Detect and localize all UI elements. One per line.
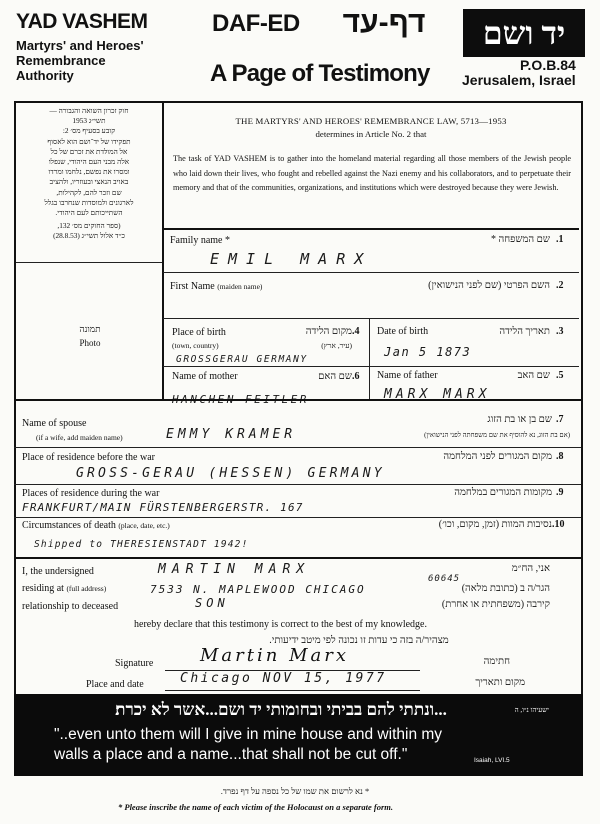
divider [163,366,579,367]
residence-during-hebrew-label: מקומות המגורים במלחמה [454,487,552,498]
heb-law-line: השתייכותם לעם היהודי. [55,208,123,218]
banner-quote-line-2: walls a place and a name...that shall not be cut off." [54,746,408,763]
father-name-value[interactable]: MARX MARX [384,387,491,402]
family-name-label: Family name * [170,235,230,246]
heb-law-line: קובע בסעיף מס׳ 2: [62,126,116,136]
org-name: YAD VASHEM [16,10,148,33]
place-of-birth-label: Place of birth [172,327,226,338]
org-subtitle-3: Authority [16,68,74,83]
divider [14,557,581,559]
zip-value[interactable]: 60645 [428,574,461,584]
law-text: The task of YAD VASHEM is to gather into the homeland material regarding all those members of the Jewish people who laid down their lives, who fought and rebelled against the Nazi enemy and his collaborators, and to perpetuate their memory and that of the communities, organizations, and institutions which were destroyed because they were Jewish. [173,154,571,192]
law-subtitle: determines in Article No. 2 that [315,129,427,139]
spouse-sublabel: (if a wife, add maiden name) [36,433,123,442]
field-number: .10 [552,519,565,530]
residence-before-hebrew-label: מקום המגורים לפני המלחמה [443,451,552,462]
first-name-hebrew-label: השם הפרטי (שם לפני הנישואין) [428,280,550,291]
heb-law-source: (ספר החוקים מס׳ 132, [57,221,121,231]
divider [163,318,579,319]
address-value[interactable]: 7533 N. MAPLEWOOD CHICAGO [150,583,366,596]
residence-before-label: Place of residence before the war [22,452,155,463]
banner-quote-line-1: "..even unto them will I give in mine house and within my [54,726,443,743]
father-name-hebrew-label: שם האב [517,370,550,381]
relationship-hebrew-label: קירבה (משפחתית או אחרת) [441,599,550,610]
divider [14,517,581,518]
divider [163,272,579,273]
org-subtitle-1: Martyrs' and Heroes' [16,38,144,53]
heb-law-line: תשי״ג 1953 [72,116,106,126]
heb-law-line: שם וזכר להם, לקהילות, [56,187,122,197]
date-of-birth-value[interactable]: Jan 5 1873 [384,345,472,359]
family-name-value[interactable]: EMIL MARX [210,250,373,268]
undersigned-label: I, the undersigned [22,566,94,577]
first-name-sublabel: (maiden name) [217,282,263,291]
field-number: .5 [556,370,564,381]
po-box: P.O.B.84 [520,57,576,73]
mother-name-hebrew-label: שם האם [318,371,352,382]
date-of-birth-hebrew-label: תאריך הלידה [499,326,550,337]
heb-law-line: אל המולדת את זכרם של כל [50,146,128,156]
logo-hebrew-text: יד ושם [482,15,566,51]
banner-hebrew-source: ישעיהו נ״ו, ה [514,706,549,714]
dafed-hebrew-title: דף-עד [342,6,426,39]
declaration-text: hereby declare that this testimony is correct to the best of my knowledge. [134,619,427,630]
death-circumstances-value[interactable]: Shipped to THERESIENSTADT 1942! [34,539,249,550]
field-number: .1 [556,234,564,245]
hebrew-law-text [20,106,158,242]
mother-name-label: Name of mother [172,371,238,382]
signature-hebrew-label: חתימה [483,656,510,667]
declaration-hebrew-text: מצהיר/ה בזה כי עדות זו נכונה לפי מיטב ידיעותי. [269,635,449,646]
spouse-label: Name of spouse [22,418,87,429]
field-number: .2 [556,280,564,291]
relationship-value[interactable]: SON [195,596,229,610]
place-of-birth-value[interactable]: GROSSGERAU GERMANY [176,354,308,365]
divider [369,318,370,399]
residence-during-label: Places of residence during the war [22,488,160,499]
field-number: .3 [556,326,564,337]
divider [14,484,581,485]
photo-hebrew-label: תמונה [79,324,101,334]
field-number: .6 [352,371,360,382]
spouse-hebrew-label: שם בן או בת הזוג [487,414,552,425]
heb-law-line: חוק זכרון השואה והגבורה — [49,106,129,115]
first-name-label-text: First Name [170,281,215,292]
field-number: .4 [352,326,360,337]
law-box-divider [16,262,162,263]
signature-label: Signature [115,658,154,669]
heb-law-line: ומסרו את נפשם, נלחמו ומרדו [48,167,130,177]
spouse-value[interactable]: EMMY KRAMER [166,427,297,442]
place-date-value[interactable]: Chicago NOV 15, 1977 [180,671,387,686]
city: Jerusalem, Israel [462,72,576,88]
field-number: .9 [556,487,564,498]
death-circumstances-label-text: Circumstances of death [22,520,116,531]
undersigned-hebrew-label: אני, הח״מ [511,563,550,574]
address-label-text: residing at [22,583,64,594]
place-of-birth-sublabel: (town, country) [172,341,219,350]
field-number: .8 [556,451,564,462]
residence-during-value[interactable]: FRANKFURT/MAIN FÜRSTENBERGERSTR. 167 [22,501,304,514]
dafed-title: DAF-ED [212,10,300,37]
address-sublabel: (full address) [66,584,107,593]
mother-name-value[interactable]: HANCHEN FEITLER [172,393,309,406]
heb-law-line: לארגונים ולמוסדות שנחרבו בגלל [44,197,134,207]
law-title: THE MARTYRS' AND HEROES' REMEMBRANCE LAW, 5713—1953 [235,116,507,126]
yad-vashem-logo [463,9,585,57]
heb-law-line: תפקידו של יד־ושם הוא לאסוף [47,136,131,146]
footer-note: * Please inscribe the name of each victim of the Holocaust on a separate form. [118,802,394,812]
family-name-hebrew-label: שם המשפחה * [491,234,550,245]
place-of-birth-hebrew-label: מקום הלידה [305,326,352,337]
spouse-hebrew-sublabel: (אם בת הזוג, נא להוסיף את שם משפחתה לפני הנישואין) [424,432,570,439]
undersigned-value[interactable]: MARTIN MARX [158,562,311,577]
field-number: .7 [556,414,564,425]
death-circumstances-hebrew-label: נסיבות המוות (זמן, מקום, וכו׳) [438,519,552,530]
org-subtitle-2: Remembrance [16,53,106,68]
divider [14,399,581,401]
photo-label: Photo [79,338,101,348]
footer-hebrew-note: * נא לרשום את שמו של כל נספה על דף נפרד. [220,786,370,796]
address-hebrew-label: הגר/ה ב (כתובת מלאה) [461,583,550,594]
death-circumstances-label [22,520,170,531]
divider [14,447,581,448]
divider [163,228,579,230]
date-of-birth-label: Date of birth [377,326,429,337]
place-date-hebrew-label: מקום ותאריך [475,677,525,688]
death-circumstances-sublabel: (place, date, etc.) [118,521,170,530]
place-date-label: Place and date [86,679,144,690]
place-of-birth-hebrew-sublabel: (עיר, ארץ) [321,341,352,350]
place-date-line [165,690,420,691]
signature-value[interactable]: Martin Marx [200,645,349,666]
quote-banner [14,694,583,776]
page-title: A Page of Testimony [210,60,430,87]
heb-law-line: אלה מבני העם היהודי, שנפלו [48,157,130,167]
heb-law-line: באויב הנאצי ובעוזריו, ולהציב [49,177,129,187]
banner-source: Isaiah, LVI.5 [474,757,510,764]
heb-law-source: כ״ד אלול תשי״ג (28.8.53) [53,231,125,241]
father-name-label: Name of father [377,370,438,381]
banner-hebrew-quote: ...ונתתי להם בביתי ובחומותי יד ושם...אשר לא יכרת׃ [115,700,447,719]
relationship-label: relationship to deceased [22,601,119,612]
first-name-label [170,281,262,292]
address-label [22,583,106,594]
residence-before-value[interactable]: GROSS-GERAU (HESSEN) GERMANY [76,466,385,481]
